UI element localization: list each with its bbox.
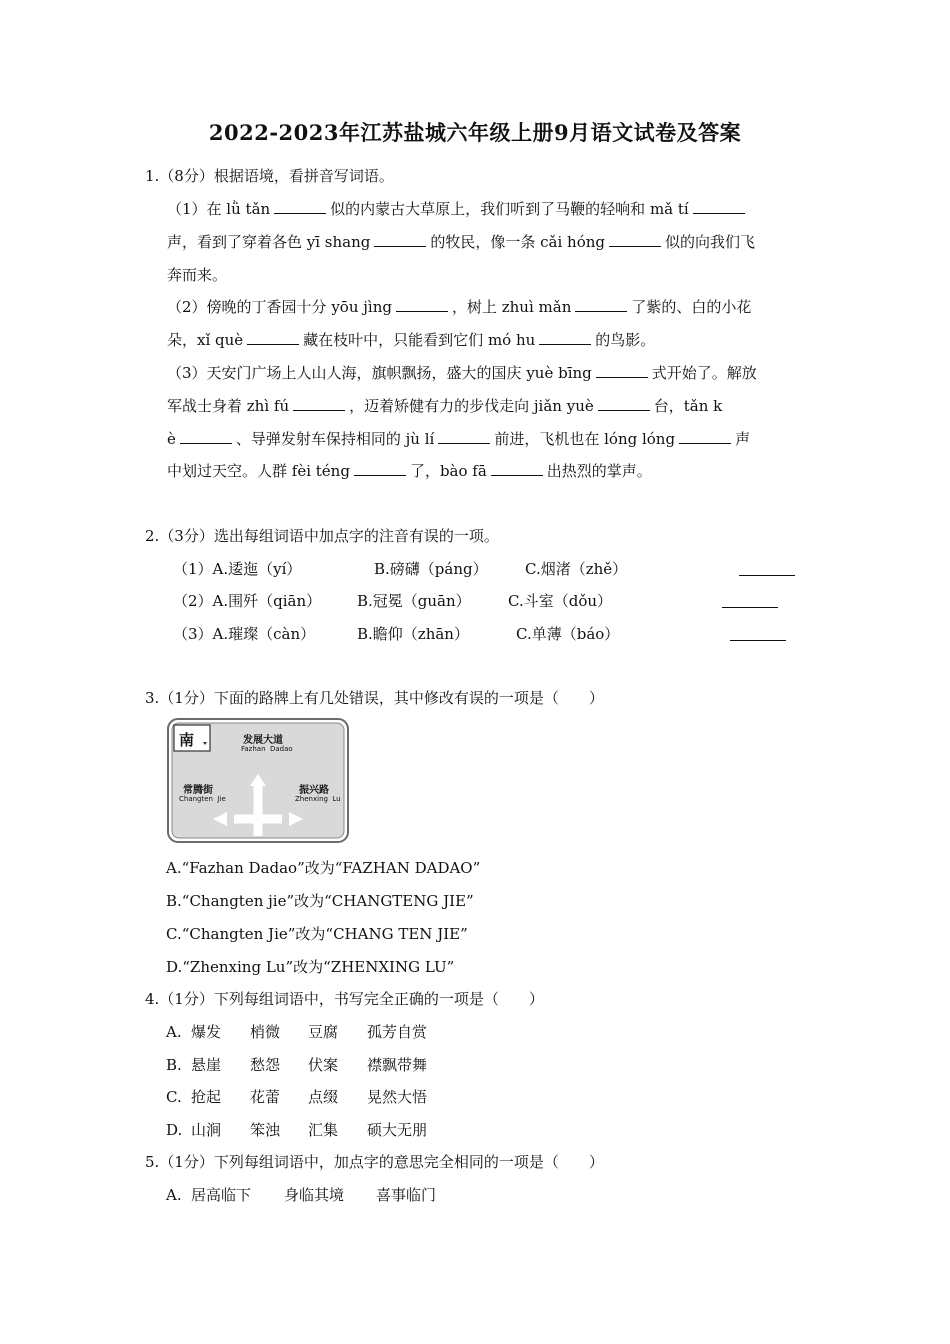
option-label: A. [166,1186,182,1204]
sign-right-chinese: 振兴路 [299,785,329,796]
sign-top-chinese: 发展大道 [243,735,283,746]
sign-top-pinyin: Fazhan Dadao [241,745,293,753]
option-label: A. [166,1023,182,1041]
q1-stem: 1.（8分）根据语境，看拼音写词语。 [145,167,394,185]
answer-blank[interactable] [575,297,627,312]
text: ，迈着矫健有力的步伐走向 jiǎn yuè [349,397,594,415]
sign-left-chinese: 常腾街 [183,785,213,796]
text: 声 [735,430,751,448]
text: 朵，xǐ què [167,331,244,349]
option-word: 山涧 [191,1121,222,1139]
q2-row2-c: C.斗室（dǒu） [508,592,613,610]
q1-p2-line1 [167,297,751,317]
text: 了紫的、白的小花 [631,298,752,316]
text: 藏在枝叶中，只能看到它们 mó hu [303,331,536,349]
q2-row3-c: C.单薄（báo） [516,625,620,643]
option-label: D. [166,1121,183,1139]
answer-blank[interactable] [180,429,232,444]
answer-blank[interactable] [374,232,426,247]
q2-row3-b: B.瞻仰（zhān） [357,625,469,643]
text: 似的向我们飞 [665,233,756,251]
text: （1）在 lǜ tǎn [167,200,271,218]
q2-row1-b: B.磅礴（páng） [374,560,488,578]
q2-row3-a: （3）A.璀璨（càn） [173,625,316,643]
answer-blank[interactable] [438,429,490,444]
answer-blank[interactable] [539,330,591,345]
q3-option-b[interactable]: B.“Changten jie”改为“CHANGTENG JIE” [166,892,474,910]
text: 中划过天空。人群 fèi téng [167,462,350,480]
text: 前进，飞机也在 lóng lóng [494,430,676,448]
text: ，树上 zhuì mǎn [451,298,572,316]
option-word: 身临其境 [284,1186,345,1204]
page-title: 2022-2023年江苏盐城六年级上册9月语文试卷及答案 [208,120,742,145]
answer-blank[interactable] [274,199,326,214]
sign-left-pinyin: Changten Jie [179,795,226,803]
q3-stem: 3.（1分）下面的路牌上有几处错误，其中修改有误的一项是（ ） [145,689,604,707]
text: è [167,430,176,448]
option-word: 悬崖 [191,1056,222,1074]
sign-direction: 南 [179,731,195,749]
answer-blank[interactable] [609,232,661,247]
q1-p2-line2 [167,330,655,350]
q2-row2-a: （2）A.围歼（qiān） [173,592,322,610]
answer-blank[interactable] [598,396,650,411]
option-word: 伏案 [308,1056,339,1074]
option-word: 点缀 [308,1088,339,1106]
text: 似的内蒙古大草原上，我们听到了马鞭的轻响和 mǎ tí [330,200,689,218]
answer-blank[interactable] [491,461,543,476]
q3-option-d[interactable]: D.“Zhenxing Lu”改为“ZHENXING LU” [166,958,455,976]
text: 的牧民，像一条 cǎi hóng [430,233,606,251]
q1-p1-line3: 奔而来。 [167,266,228,284]
option-label: B. [166,1056,182,1074]
option-word: 襟飘带舞 [367,1056,428,1074]
answer-blank[interactable] [722,593,778,608]
answer-blank[interactable] [730,626,786,641]
text: 式开始了。解放 [651,364,757,382]
sign-right-pinyin: Zhenxing Lu [295,795,341,803]
option-word: 居高临下 [191,1186,252,1204]
q1-p1-line1 [167,199,749,219]
answer-blank[interactable] [247,330,299,345]
answer-blank[interactable] [396,297,448,312]
answer-blank[interactable] [693,199,745,214]
option-word: 笨浊 [250,1121,281,1139]
option-word: 梢微 [250,1023,281,1041]
text: （2）傍晚的丁香园十分 yōu jìng [167,298,392,316]
q2-row1-a: （1）A.逶迤（yí） [173,560,302,578]
option-word: 汇集 [308,1121,339,1139]
answer-blank[interactable] [679,429,731,444]
q3-option-c[interactable]: C.“Changten Jie”改为“CHANG TEN JIE” [166,925,468,943]
text: 出热烈的掌声。 [546,462,652,480]
q2-row1-c: C.烟渚（zhě） [525,560,628,578]
q3-option-a[interactable]: A.“Fazhan Dadao”改为“FAZHAN DADAO” [166,859,481,877]
option-word: 孤芳自赏 [367,1023,428,1041]
option-word: 花蕾 [250,1088,281,1106]
road-sign-figure [167,718,349,843]
answer-blank[interactable] [739,561,795,576]
option-word: 硕大无朋 [367,1121,428,1139]
answer-blank[interactable] [293,396,345,411]
text: 声，看到了穿着各色 yī shang [167,233,371,251]
option-word: 豆腐 [308,1023,339,1041]
answer-blank[interactable] [596,363,648,378]
text: 台，tǎn k [653,397,723,415]
q4-stem: 4.（1分）下列每组词语中，书写完全正确的一项是（ ） [145,990,544,1008]
text: 军战士身着 zhì fú [167,397,290,415]
q2-stem: 2.（3分）选出每组词语中加点字的注音有误的一项。 [145,527,499,545]
text: （3）天安门广场上人山人海，旗帜飘扬，盛大的国庆 yuè bīng [167,364,592,382]
q2-row2-b: B.冠冕（guān） [357,592,471,610]
q1-p3-line2 [167,396,722,416]
q1-p3-line4 [167,461,652,481]
option-label: C. [166,1088,182,1106]
text: 了，bào fā [409,462,487,480]
option-word: 晃然大悟 [367,1088,428,1106]
option-word: 爆发 [191,1023,222,1041]
option-word: 抢起 [191,1088,222,1106]
q1-p3-line1 [167,363,757,383]
q1-p3-line3 [167,429,750,449]
text: 、导弹发射车保持相同的 jù lí [235,430,435,448]
text: 的鸟影。 [595,331,656,349]
q5-stem: 5.（1分）下列每组词语中，加点字的意思完全相同的一项是（ ） [145,1153,604,1171]
option-word: 愁怨 [250,1056,281,1074]
q1-p1-line2 [167,232,755,252]
answer-blank[interactable] [354,461,406,476]
option-word: 喜事临门 [376,1186,437,1204]
